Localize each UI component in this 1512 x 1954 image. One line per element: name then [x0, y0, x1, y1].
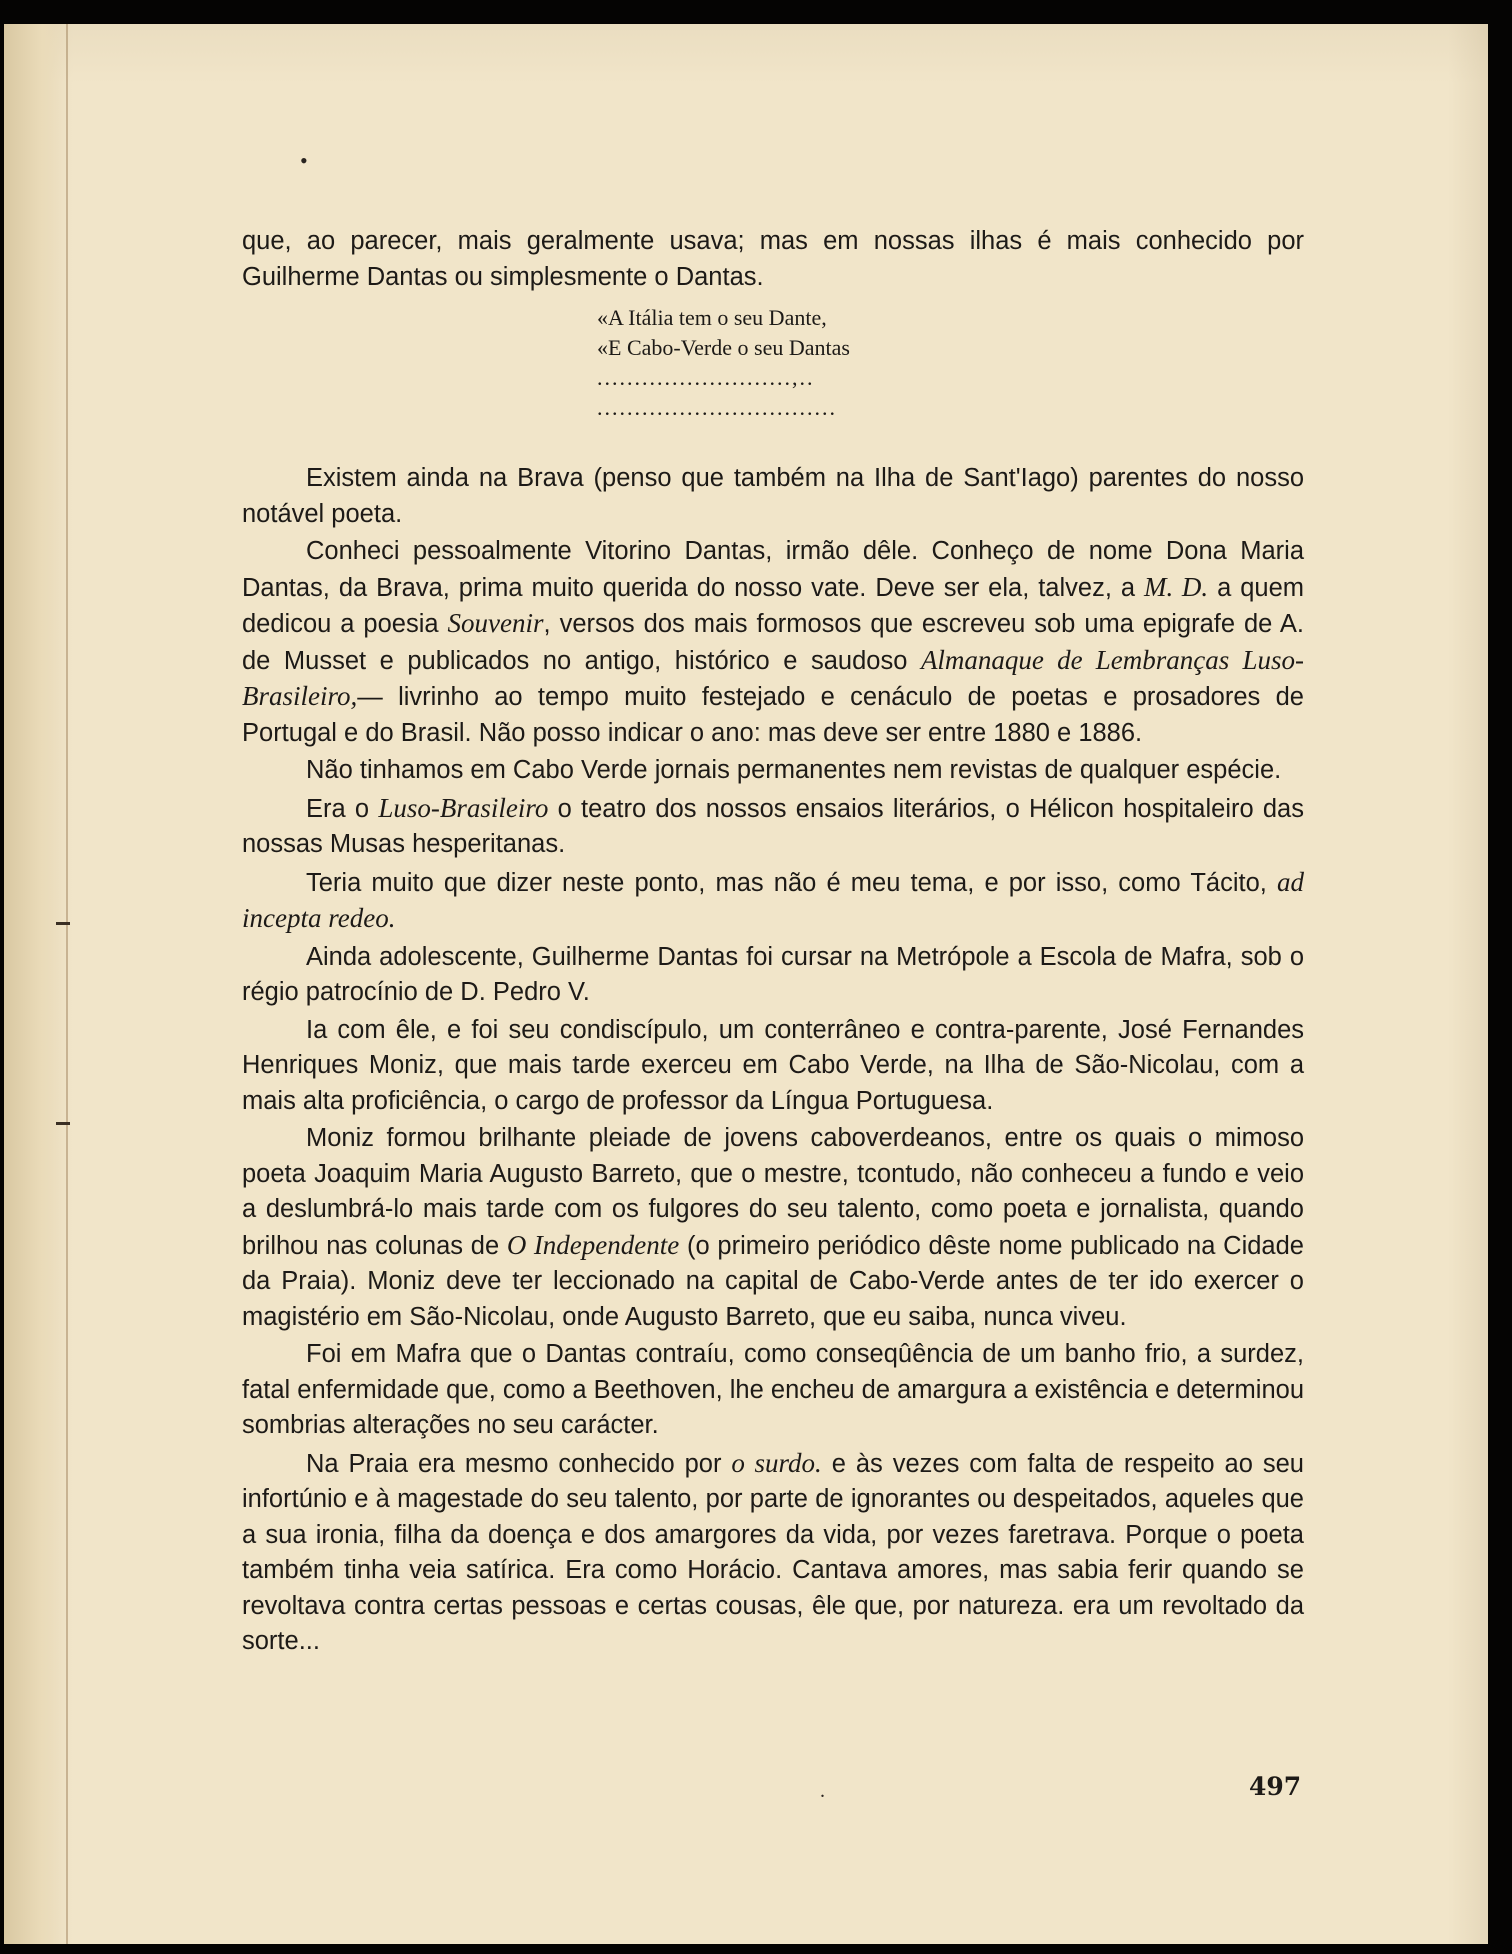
- italic-text: ad incepta redeo.: [242, 866, 1304, 933]
- paragraph: que, ao parecer, mais geralmente usava; mas em nossas ilhas é mais conhecido por Guilherme Dantas ou simplesmente o Dantas.: [242, 227, 1304, 291]
- margin-tick: [56, 922, 70, 925]
- paragraph: Foi em Mafra que o Dantas contraíu, como conseqûência de um banho frio, a surdez, fatal enfermidade que, como a Beethoven, lhe encheu de amargura a existência e determinou sombrias alterações no seu carácter.: [242, 1340, 1304, 1439]
- book-page: [4, 24, 1488, 1944]
- paragraph: Ainda adolescente, Guilherme Dantas foi cursar na Metrópole a Escola de Mafra, sob o régio patrocínio de D. Pedro V.: [242, 942, 1304, 1006]
- paragraph: Na Praia era mesmo conhecido por o surdo. e às vezes com falta de respeito ao seu infortúnio e à magestade do seu talento, por parte de ignorantes ou despeitados, aqueles que a sua ironia, filha da doença e dos amargores da vida, por vezes faretrava. Porque o poeta também tinha veia satírica. Era como Horácio. Cantava amores, mas sabia ferir quando se revoltava contra certas pessoas e certas cousas, êle que, por natureza. era um revoltado da sorte...: [242, 1447, 1304, 1655]
- page-number: 497: [1249, 1772, 1302, 1801]
- body-text: [242, 224, 1304, 1660]
- paragraph: Conheci pessoalmente Vitorino Dantas, irmão dêle. Conheço de nome Dona Maria Dantas, da Brava, prima muito querida do nosso vate. Deve ser ela, talvez, a M. D. a quem dedicou a poesia Souvenir, versos dos mais formosos que escreveu sob uma epigrafe de A. de Musset e publicados no antigo, histórico e saudoso Almanaque de Lembranças Luso-Brasileiro,— livrinho ao tempo muito festejado e cenáculo de poetas e prosadores de Portugal e do Brasil. Não posso indicar o ano: mas deve ser entre 1880 e 1886.: [242, 537, 1305, 747]
- paragraph: Era o Luso-Brasileiro o teatro dos nossos ensaios literários, o Hélicon hospitaleiro das nossas Musas hesperitanas.: [242, 792, 1304, 858]
- verse-quote: [597, 303, 1304, 423]
- verse-ellipsis: ..........................,..: [597, 365, 815, 390]
- italic-text: O Independente: [506, 1229, 680, 1260]
- stray-mark: •: [300, 148, 308, 173]
- paragraph: Existem ainda na Brava (penso que também na Ilha de Sant'Iago) parentes do nosso notável poeta.: [242, 464, 1304, 528]
- margin-tick: [56, 1122, 70, 1125]
- italic-text: Almanaque de Lembranças Luso-Brasileiro,: [242, 644, 1304, 711]
- binding-edge: [4, 24, 68, 1944]
- paragraph: Ia com êle, e foi seu condiscípulo, um conterrâneo e contra-parente, José Fernandes Henriques Moniz, que mais tarde exerceu em Cabo Verde, na Ilha de São-Nicolau, com a mais alta proficiência, o cargo de professor da Língua Portuguesa.: [242, 1015, 1304, 1115]
- verse-ellipsis: ................................: [597, 395, 837, 420]
- paragraph: Moniz formou brilhante pleiade de jovens caboverdeanos, entre os quais o mimoso poeta Joaquim Maria Augusto Barreto, que o mestre, tcontudo, não conheceu a fundo e veio a deslumbrá-lo mais tarde com os fulgores do seu talento, como poeta e jornalista, quando brilhou nas colunas de O Independente (o primeiro periódico dêste nome publicado na Cidade da Praia). Moniz deve ter leccionado na capital de Cabo-Verde antes de ter ido exercer o magistério em São-Nicolau, onde Augusto Barreto, que eu saiba, nunca viveu.: [242, 1124, 1304, 1331]
- paragraph: Teria muito que dizer neste ponto, mas não é meu tema, e por isso, como Tácito, ad incepta redeo.: [242, 866, 1304, 933]
- stray-mark: .: [820, 1780, 825, 1802]
- italic-text: Luso-Brasileiro: [378, 792, 549, 823]
- italic-text: o surdo.: [731, 1447, 822, 1478]
- verse-line: «A Itália tem o seu Dante,: [597, 305, 827, 330]
- italic-text: M. D.: [1144, 571, 1209, 602]
- paragraph: Não tinhamos em Cabo Verde jornais permanentes nem revistas de qualquer espécie.: [306, 756, 1282, 784]
- binding-line: [66, 24, 68, 1944]
- verse-line: «E Cabo-Verde o seu Dantas: [597, 335, 850, 360]
- italic-text: Souvenir: [447, 608, 544, 638]
